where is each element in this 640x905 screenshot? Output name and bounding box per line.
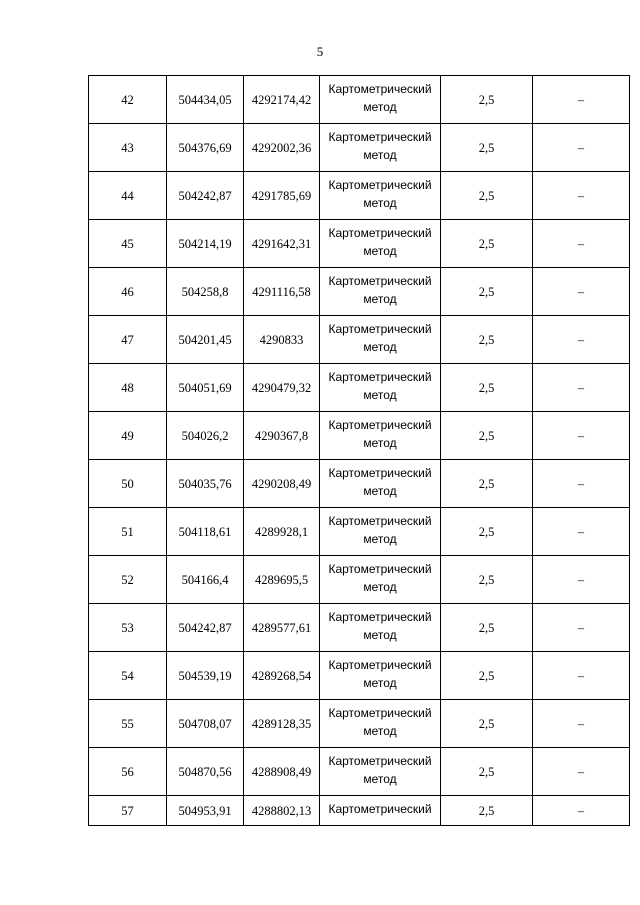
- accuracy-cell: 2,5: [441, 796, 533, 826]
- method-cell: Картометрический метод: [320, 460, 441, 508]
- y-coordinate-cell: 4289928,1: [244, 508, 320, 556]
- method-cell: Картометрический метод: [320, 556, 441, 604]
- method-cell: Картометрический метод: [320, 604, 441, 652]
- note-cell: –: [533, 748, 630, 796]
- note-cell: –: [533, 700, 630, 748]
- method-cell: Картометрический метод: [320, 412, 441, 460]
- y-coordinate-cell: 4290479,32: [244, 364, 320, 412]
- point-number-cell: 42: [89, 76, 167, 124]
- x-coordinate-cell: 504242,87: [167, 604, 244, 652]
- point-number-cell: 55: [89, 700, 167, 748]
- accuracy-cell: 2,5: [441, 316, 533, 364]
- y-coordinate-cell: 4288908,49: [244, 748, 320, 796]
- method-cell: Картометрический метод: [320, 76, 441, 124]
- point-number-cell: 57: [89, 796, 167, 826]
- table-row: [89, 460, 630, 508]
- note-cell: –: [533, 316, 630, 364]
- method-cell: Картометрический метод: [320, 748, 441, 796]
- note-cell: –: [533, 652, 630, 700]
- method-cell: Картометрический метод: [320, 172, 441, 220]
- accuracy-cell: 2,5: [441, 748, 533, 796]
- method-cell: Картометрический метод: [320, 700, 441, 748]
- x-coordinate-cell: 504051,69: [167, 364, 244, 412]
- point-number-cell: 56: [89, 748, 167, 796]
- y-coordinate-cell: 4291785,69: [244, 172, 320, 220]
- y-coordinate-cell: 4289577,61: [244, 604, 320, 652]
- y-coordinate-cell: 4292002,36: [244, 124, 320, 172]
- table-row: [89, 556, 630, 604]
- y-coordinate-cell: 4288802,13: [244, 796, 320, 826]
- accuracy-cell: 2,5: [441, 652, 533, 700]
- accuracy-cell: 2,5: [441, 604, 533, 652]
- note-cell: –: [533, 796, 630, 826]
- point-number-cell: 50: [89, 460, 167, 508]
- method-cell: Картометрический метод: [320, 652, 441, 700]
- x-coordinate-cell: 504214,19: [167, 220, 244, 268]
- x-coordinate-cell: 504539,19: [167, 652, 244, 700]
- note-cell: –: [533, 172, 630, 220]
- note-cell: –: [533, 364, 630, 412]
- table-row: [89, 652, 630, 700]
- accuracy-cell: 2,5: [441, 268, 533, 316]
- note-cell: –: [533, 508, 630, 556]
- method-cell: Картометрический метод: [320, 124, 441, 172]
- accuracy-cell: 2,5: [441, 124, 533, 172]
- y-coordinate-cell: 4291116,58: [244, 268, 320, 316]
- x-coordinate-cell: 504201,45: [167, 316, 244, 364]
- accuracy-cell: 2,5: [441, 556, 533, 604]
- point-number-cell: 44: [89, 172, 167, 220]
- x-coordinate-cell: 504870,56: [167, 748, 244, 796]
- note-cell: –: [533, 124, 630, 172]
- point-number-cell: 49: [89, 412, 167, 460]
- y-coordinate-cell: 4290367,8: [244, 412, 320, 460]
- page-number: 5: [316, 44, 324, 59]
- x-coordinate-cell: 504242,87: [167, 172, 244, 220]
- table-row: [89, 508, 630, 556]
- table-row: [89, 268, 630, 316]
- y-coordinate-cell: 4289695,5: [244, 556, 320, 604]
- note-cell: –: [533, 460, 630, 508]
- point-number-cell: 51: [89, 508, 167, 556]
- method-cell: Картометрический: [320, 796, 441, 826]
- table-row: [89, 124, 630, 172]
- note-cell: –: [533, 220, 630, 268]
- x-coordinate-cell: 504708,07: [167, 700, 244, 748]
- y-coordinate-cell: 4289128,35: [244, 700, 320, 748]
- accuracy-cell: 2,5: [441, 220, 533, 268]
- note-cell: –: [533, 268, 630, 316]
- table-row: [89, 748, 630, 796]
- accuracy-cell: 2,5: [441, 172, 533, 220]
- table-row: [89, 76, 630, 124]
- x-coordinate-cell: 504258,8: [167, 268, 244, 316]
- point-number-cell: 45: [89, 220, 167, 268]
- table-row: [89, 604, 630, 652]
- note-cell: –: [533, 556, 630, 604]
- x-coordinate-cell: 504118,61: [167, 508, 244, 556]
- method-cell: Картометрический метод: [320, 364, 441, 412]
- table-row: [89, 364, 630, 412]
- x-coordinate-cell: 504166,4: [167, 556, 244, 604]
- x-coordinate-cell: 504434,05: [167, 76, 244, 124]
- method-cell: Картометрический метод: [320, 316, 441, 364]
- accuracy-cell: 2,5: [441, 508, 533, 556]
- accuracy-cell: 2,5: [441, 364, 533, 412]
- point-number-cell: 43: [89, 124, 167, 172]
- point-number-cell: 46: [89, 268, 167, 316]
- table-row: [89, 796, 630, 826]
- point-number-cell: 54: [89, 652, 167, 700]
- note-cell: –: [533, 412, 630, 460]
- accuracy-cell: 2,5: [441, 460, 533, 508]
- method-cell: Картометрический метод: [320, 508, 441, 556]
- coordinates-table-body: [89, 76, 630, 826]
- point-number-cell: 48: [89, 364, 167, 412]
- y-coordinate-cell: 4290833: [244, 316, 320, 364]
- method-cell: Картометрический метод: [320, 220, 441, 268]
- y-coordinate-cell: 4292174,42: [244, 76, 320, 124]
- y-coordinate-cell: 4290208,49: [244, 460, 320, 508]
- table-row: [89, 700, 630, 748]
- accuracy-cell: 2,5: [441, 76, 533, 124]
- x-coordinate-cell: 504035,76: [167, 460, 244, 508]
- table-row: [89, 316, 630, 364]
- x-coordinate-cell: 504376,69: [167, 124, 244, 172]
- coordinates-table: [88, 75, 630, 826]
- x-coordinate-cell: 504026,2: [167, 412, 244, 460]
- accuracy-cell: 2,5: [441, 412, 533, 460]
- x-coordinate-cell: 504953,91: [167, 796, 244, 826]
- point-number-cell: 53: [89, 604, 167, 652]
- note-cell: –: [533, 604, 630, 652]
- table-row: [89, 172, 630, 220]
- accuracy-cell: 2,5: [441, 700, 533, 748]
- method-cell: Картометрический метод: [320, 268, 441, 316]
- y-coordinate-cell: 4291642,31: [244, 220, 320, 268]
- point-number-cell: 47: [89, 316, 167, 364]
- table-row: [89, 412, 630, 460]
- y-coordinate-cell: 4289268,54: [244, 652, 320, 700]
- table-row: [89, 220, 630, 268]
- note-cell: –: [533, 76, 630, 124]
- point-number-cell: 52: [89, 556, 167, 604]
